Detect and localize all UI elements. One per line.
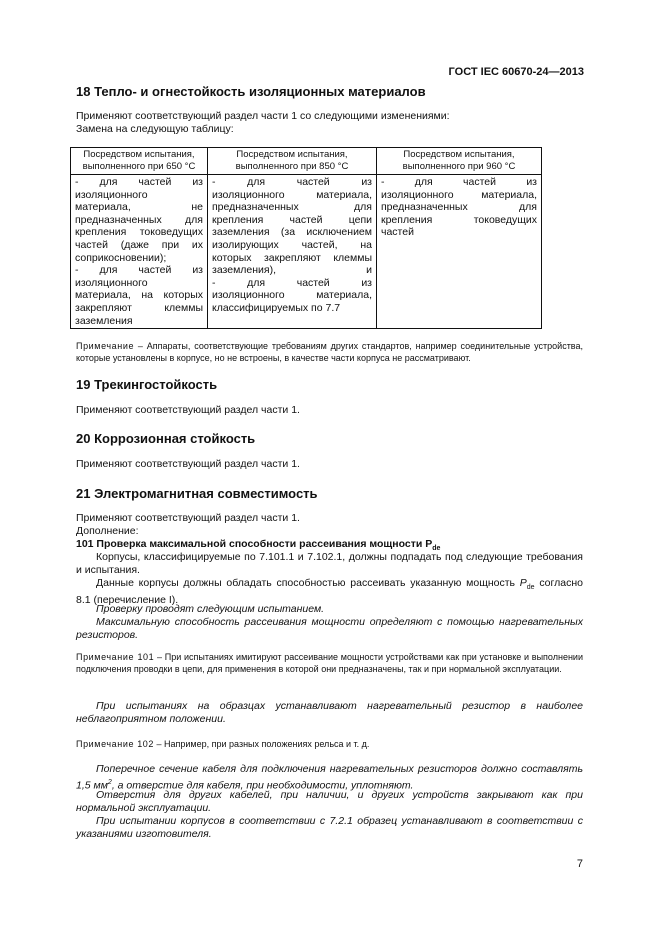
table-cell-line: которых закрепляют клеммы <box>212 251 372 264</box>
table-cell-line: изоляционного <box>75 276 148 289</box>
table-cell-line: предназначенных для <box>75 213 203 226</box>
section-19-text: Применяют соответствующий раздел части 1. <box>76 404 300 416</box>
table-cell-850 <box>208 175 377 329</box>
paragraph-6: Поперечное сечение кабеля для подключения нагревательных резисторов должно составлять 1,5 $мм^2$, а отверстие для кабеля, при необходимости, уплотняют. <box>76 763 583 792</box>
table-cell-line: - для частей из <box>75 264 203 277</box>
table-cell-line: предназначенных для <box>212 201 372 214</box>
table-cell-line: изоляционного материала, <box>212 188 372 201</box>
table-cell-line: - для частей из <box>212 176 372 188</box>
table-cell-line: классифицируемых по 7.7 <box>212 301 341 314</box>
table-cell-line: - для частей из <box>212 276 372 289</box>
table-cell-line: соприкосновении); <box>75 251 167 264</box>
table-cell-line: заземления <box>75 314 133 327</box>
table-cell-line: изоляционного материала, <box>381 188 537 201</box>
section-19-title: 19 Трекингостойкость <box>76 377 218 392</box>
paragraph-3: Проверку проводят следующим испытанием. <box>96 603 325 615</box>
table-cell-line: крепления токоведущих <box>381 213 537 226</box>
replacement-table <box>70 147 542 329</box>
standard-number: ГОСТ IEC 60670-24—2013 <box>448 66 584 78</box>
table-cell-line: заземления), и <box>212 264 372 277</box>
table-cell-line: крепления частей цепи <box>212 213 372 226</box>
table-cell-line: частей <box>381 226 414 239</box>
subsection-101-title: 101 Проверка максимальной способности рассеивания мощности $P_{de}$ <box>76 538 441 553</box>
paragraph-2: Данные корпусы должны обладать способностью рассеивать указанную мощность $P_{de}$ согласно 8.1 (перечисление I). <box>76 577 583 607</box>
table-cell-960 <box>377 175 542 329</box>
page-number: 7 <box>576 858 583 870</box>
section-21-addition: Дополнение: <box>76 525 139 537</box>
paragraph-5: При испытаниях на образцах устанавливают нагревательный резистор в наиболее неблагоприятном положении. <box>76 700 583 725</box>
table-cell-line: закрепляют клеммы <box>75 301 203 314</box>
table-row <box>71 175 542 329</box>
table-cell-line: - для частей из <box>381 176 537 188</box>
table-cell-line: предназначенных для <box>381 201 537 214</box>
section-18-line1: Применяют соответствующий раздел части 1 со следующими изменениями: <box>76 110 450 122</box>
table-cell-line: частей (даже при их <box>75 238 203 251</box>
note-101: Примечание 101 – При испытаниях имитируют рассеивание мощности устройствами как при установке и выполнении подключения проводки в цепи, для применения в которой они предназначены, так и при нормальной эксплуатации. <box>76 652 583 674</box>
paragraph-7: Отверстия для других кабелей, при наличии, и других устройств закрывают как при нормальной эксплуатации. <box>76 789 583 814</box>
section-20-title: 20 Коррозионная стойкость <box>76 431 256 446</box>
table-cell-line: материала, не <box>75 201 203 214</box>
section-18-line2: Замена на следующую таблицу: <box>76 123 234 135</box>
note-18: Примечание – Аппараты, соответствующие требованиям других стандартов, например соединительные устройства, которые установлены в корпусе, но не встроены, в качестве части корпуса не рассматривают. <box>76 341 583 363</box>
paragraph-8: При испытании корпусов в соответствии с 7.2.1 образец устанавливают в соответствии с указаниями изготовителя. <box>76 815 583 840</box>
table-header-850: Посредством испытания, выполненного при 850 °С <box>208 148 377 175</box>
section-21-title: 21 Электромагнитная совместимость <box>76 486 318 501</box>
table-cell-line: крепления токоведущих <box>75 226 203 239</box>
table-cell-line: изолирующих частей, на <box>212 238 372 251</box>
table-header-row <box>71 148 542 175</box>
table-header-650: Посредством испытания, выполненного при 650 °С <box>71 148 208 175</box>
section-18-title: 18 Тепло- и огнестойкость изоляционных материалов <box>76 84 426 99</box>
table-header-960: Посредством испытания, выполненного при 960 °С <box>377 148 542 175</box>
table-cell-line: изоляционного материала, <box>212 289 372 302</box>
note-102: Примечание 102 – Например, при разных положениях рельса и т. д. <box>76 739 370 749</box>
table-cell-line: изоляционного <box>75 188 148 201</box>
table-cell-line: - для частей из <box>75 176 203 188</box>
table-cell-line: заземления (за исключением <box>212 226 372 239</box>
paragraph-1: Корпусы, классифицируемые по 7.101.1 и 7.102.1, должны подпадать под следующие требования и испытания. <box>76 551 583 576</box>
section-20-text: Применяют соответствующий раздел части 1. <box>76 458 300 470</box>
table-cell-line: материала, на которых <box>75 289 203 302</box>
section-21-text: Применяют соответствующий раздел части 1. <box>76 512 300 524</box>
table-cell-650 <box>71 175 208 329</box>
paragraph-4: Максимальную способность рассеивания мощности определяют с помощью нагревательных резисторов. <box>76 616 583 641</box>
